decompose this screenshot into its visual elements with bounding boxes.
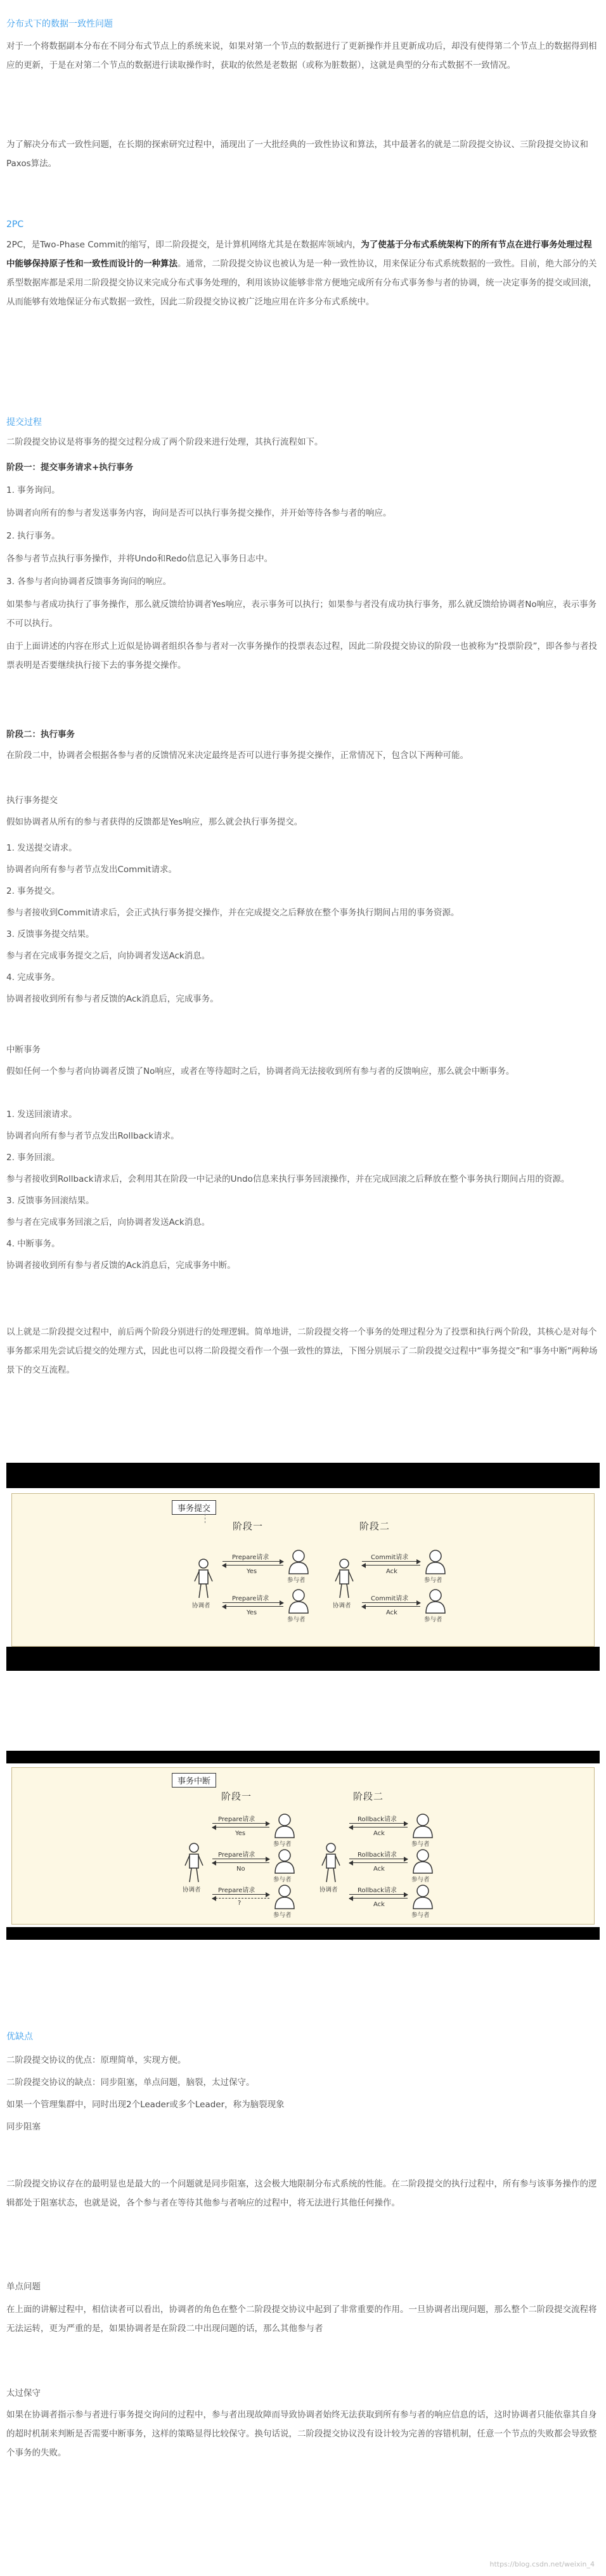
abort-title: 中断事务 xyxy=(6,1045,41,1055)
abort-step: 1. 发送回滚请求。 xyxy=(6,1109,77,1120)
stage-one-label: 阶段一 xyxy=(221,1791,252,1802)
figure-commit-panel xyxy=(11,1493,595,1647)
commit-label: Commit请求 xyxy=(371,1554,409,1561)
participant-icon xyxy=(411,1885,434,1910)
prepare-arrow xyxy=(222,1602,283,1603)
intro-paragraph-2: 为了解决分布式一致性问题，在长期的探索研究过程中，涌现出了一大批经典的一致性协议和算法，其中最著名的就是二阶段提交协议、三阶段提交协议和Paxos算法。 xyxy=(6,140,588,169)
single-title: 单点问题 xyxy=(6,2282,41,2292)
participant-label: 参与者 xyxy=(273,1876,292,1883)
prepare-label: Prepare请求 xyxy=(218,1887,255,1894)
figure-tag: 事务中断 xyxy=(172,1773,216,1788)
phase1-step: 协调者向所有的参与者发送事务内容，询问是否可以执行事务提交操作，并开始等待各参与者的响应。 xyxy=(6,508,392,518)
participant-icon xyxy=(273,1849,296,1874)
figure-bottom-bar xyxy=(6,1927,600,1940)
sync-title: 同步阻塞 xyxy=(6,2122,41,2132)
participant-icon xyxy=(424,1550,447,1575)
participant-icon xyxy=(273,1885,296,1910)
phase1-step: 由于上面讲述的内容在形式上近似是协调者组织各参与者对一次事务操作的投票表态过程，因此二阶段提交协议的阶段一也被称为“投票阶段”，即各参与者投票表明是否要继续执行接下去的事务提交操作。 xyxy=(6,641,597,670)
participant-icon xyxy=(411,1814,434,1839)
yes-arrow xyxy=(222,1565,283,1566)
participant-label: 参与者 xyxy=(424,1616,442,1623)
participant-label: 参与者 xyxy=(411,1912,430,1919)
participant-label: 参与者 xyxy=(273,1841,292,1848)
participant-icon xyxy=(287,1589,310,1614)
abort-step: 参与者接收到Rollback请求后，会利用其在阶段一中记录的Undo信息来执行事务回滚操作，并在完成回滚之后释放在整个事务执行期间占用的资源。 xyxy=(6,1174,570,1184)
phase1-step: 2. 执行事务。 xyxy=(6,531,60,541)
watermark: https://blog.csdn.net/weixin_4 xyxy=(489,2560,595,2568)
section-title-pros-cons: 优缺点 xyxy=(6,2032,33,2042)
figure-tag: 事务提交 xyxy=(172,1500,216,1515)
ack-label: Ack xyxy=(386,1568,397,1575)
participant-label: 参与者 xyxy=(411,1876,430,1883)
sync-text: 二阶段提交协议存在的最明显也是最大的一个问题就是同步阻塞，这会极大地限制分布式系统的性能。在二阶段提交的执行过程中，所有参与该事务操作的逻辑都处于阻塞状态，也就是说，各个参与者在等待其他参与者响应的过程中，将无法进行其他任何操作。 xyxy=(6,2179,597,2208)
summary-paragraph: 以上就是二阶段提交过程中，前后两个阶段分别进行的处理逻辑。简单地讲，二阶段提交将一个事务的处理过程分为了投票和执行两个阶段，其核心是对每个事务都采用先尝试后提交的处理方式，因此也可以将二阶段提交看作一个强一致性的算法，下图分别展示了二阶段提交过程中“事务提交”和“事务中断”两种场景下的交互流程。 xyxy=(6,1327,598,1375)
section-title-process: 提交过程 xyxy=(6,417,42,428)
abort-step: 4. 中断事务。 xyxy=(6,1239,60,1249)
twopc-desc-bold: 为了使基于分布式系统架构下的所有节点在进行事务处理过程中能够保持原子性和一致性而设计的一种算法 xyxy=(6,240,592,269)
participant-label: 参与者 xyxy=(273,1912,292,1919)
phase1-step: 如果参与者成功执行了事务操作，那么就反馈给协调者Yes响应，表示事务可以执行；如果参与者没有成功执行事务，那么就反馈给协调者No响应，表示事务不可以执行。 xyxy=(6,599,597,629)
commit-step: 参与者在完成事务提交之后，向协调者发送Ack消息。 xyxy=(6,951,210,961)
prepare-label: Prepare请求 xyxy=(232,1554,269,1561)
commit-step: 协调者接收到所有参与者反馈的Ack消息后，完成事务。 xyxy=(6,994,219,1004)
pros-text: 二阶段提交协议的优点：原理简单，实现方便。 xyxy=(6,2055,186,2065)
coordinator-label: 协调者 xyxy=(183,1886,201,1893)
stage-two-label: 阶段二 xyxy=(359,1520,390,1532)
figure-abort xyxy=(6,1751,600,1941)
prepare-label: Prepare请求 xyxy=(218,1852,255,1859)
abort-step: 协调者接收到所有参与者反馈的Ack消息后，完成事务中断。 xyxy=(6,1260,236,1271)
section-title-consistency: 分布式下的数据一致性问题 xyxy=(6,19,113,29)
phase1-step: 各参与者节点执行事务操作，并将Undo和Redo信息记入事务日志中。 xyxy=(6,554,273,564)
timeout-arrow xyxy=(212,1898,269,1899)
participant-label: 参与者 xyxy=(411,1841,430,1848)
no-label: No xyxy=(236,1866,245,1873)
commit-intro: 假如协调者从所有的参与者获得的反馈都是Yes响应，那么就会执行事务提交。 xyxy=(6,817,303,827)
yes-label: Yes xyxy=(247,1609,257,1616)
phase1-step: 1. 事务询问。 xyxy=(6,485,60,495)
ack-label: Ack xyxy=(373,1830,385,1837)
ack-label: Ack xyxy=(373,1901,385,1908)
timeout-label: ? xyxy=(238,1900,242,1907)
figure-commit xyxy=(6,1463,600,1672)
yes-label: Yes xyxy=(247,1568,257,1575)
twopc-desc-part-b: 。通常，二阶段提交协议也被认为是一种一致性协议，用来保证分布式系统数据的一致性。目前，绝大部分的关系型数据库都是采用二阶段提交协议来完成分布式事务处理的，利用该协议能够非常方便地完成所有分布式事务参与者的协调，统一决定事务的提交或回滚，从而能够有效地保证分布式数据一致性，因此二阶段提交协议被广泛地应用在许多分布式系统中。 xyxy=(6,259,597,307)
abort-step: 协调者向所有参与者节点发出Rollback请求。 xyxy=(6,1131,179,1141)
commit-step: 1. 发送提交请求。 xyxy=(6,843,77,853)
cons-note: 如果一个管理集群中，同时出现2个Leader或多个Leader，称为脑裂现象 xyxy=(6,2100,285,2110)
coordinator-icon xyxy=(333,1559,355,1599)
phase1-step: 3. 各参与者向协调者反馈事务询问的响应。 xyxy=(6,577,172,587)
cons-text: 二阶段提交协议的缺点：同步阻塞，单点问题，脑裂，太过保守。 xyxy=(6,2077,255,2088)
figure-abort-panel xyxy=(11,1767,595,1925)
prepare-label: Prepare请求 xyxy=(218,1816,255,1823)
abort-intro: 假如任何一个参与者向协调者反馈了No响应，或者在等待超时之后，协调者尚无法接收到所有参与者的反馈响应，那么就会中断事务。 xyxy=(6,1066,515,1076)
commit-step: 4. 完成事务。 xyxy=(6,972,60,983)
twopc-description xyxy=(6,235,600,311)
coordinator-icon xyxy=(320,1843,342,1883)
participant-icon xyxy=(287,1550,310,1575)
abort-step: 3. 反馈事务回滚结果。 xyxy=(6,1196,94,1206)
commit-arrow xyxy=(362,1561,420,1562)
prepare-arrow xyxy=(212,1823,269,1824)
prepare-arrow xyxy=(222,1561,283,1562)
commit-steps xyxy=(6,839,600,1009)
yes-label: Yes xyxy=(235,1830,246,1837)
ack-arrow xyxy=(362,1565,420,1566)
phase1-title: 阶段一：提交事务请求+执行事务 xyxy=(6,462,134,473)
phase2-title: 阶段二：执行事务 xyxy=(6,729,75,740)
figure-top-bar xyxy=(6,1463,600,1488)
coordinator-label: 协调者 xyxy=(333,1602,351,1609)
participant-icon xyxy=(411,1849,434,1874)
commit-step: 3. 反馈事务提交结果。 xyxy=(6,929,94,939)
abort-step: 参与者在完成事务回滚之后，向协调者发送Ack消息。 xyxy=(6,1217,210,1227)
process-intro: 二阶段提交协议是将事务的提交过程分成了两个阶段来进行处理，其执行流程如下。 xyxy=(6,437,323,447)
prepare-arrow xyxy=(212,1894,269,1895)
rollback-label: Rollback请求 xyxy=(358,1852,397,1859)
rollback-arrow xyxy=(349,1823,408,1824)
conservative-text: 如果在协调者指示参与者进行事务提交询问的过程中，参与者出现故障而导致协调者始终无法获取到所有参与者的响应信息的话，这时协调者只能依靠其自身的超时机制来判断是否需要中断事务，这样的策略显得比较保守。换句话说，二阶段提交协议没有设计较为完善的容错机制，任意一个节点的失败都会导致整个事务的失败。 xyxy=(6,2410,597,2458)
phase2-intro: 在阶段二中，协调者会根据各参与者的反馈情况来决定最终是否可以进行事务提交操作，正常情况下，包含以下两种可能。 xyxy=(6,750,468,761)
abort-step: 2. 事务回滚。 xyxy=(6,1153,60,1163)
ack-arrow xyxy=(349,1862,408,1863)
twopc-desc-part-a: 2PC，是Two-Phase Commit的缩写，即二阶段提交，是计算机网络尤其是在数据库领域内， xyxy=(6,240,361,250)
commit-title: 执行事务提交 xyxy=(6,795,58,806)
coordinator-label: 协调者 xyxy=(192,1602,210,1609)
coordinator-label: 协调者 xyxy=(319,1886,338,1893)
commit-step: 参与者接收到Commit请求后，会正式执行事务提交操作，并在完成提交之后释放在整个事务执行期间占用的事务资源。 xyxy=(6,908,460,918)
commit-step: 协调者向所有参与者节点发出Commit请求。 xyxy=(6,865,177,875)
section-title-2pc: 2PC xyxy=(6,219,24,230)
conservative-title: 太过保守 xyxy=(6,2388,41,2398)
yes-arrow xyxy=(222,1606,283,1607)
phase1-steps xyxy=(6,481,600,675)
rollback-label: Rollback请求 xyxy=(358,1816,397,1823)
participant-label: 参与者 xyxy=(287,1577,306,1584)
commit-label: Commit请求 xyxy=(371,1595,409,1602)
rollback-label: Rollback请求 xyxy=(358,1887,397,1894)
participant-label: 参与者 xyxy=(424,1577,442,1584)
ack-label: Ack xyxy=(386,1609,397,1616)
ack-arrow xyxy=(349,1898,408,1899)
rollback-arrow xyxy=(349,1894,408,1895)
ack-arrow xyxy=(362,1606,420,1607)
figure-top-bar xyxy=(6,1751,600,1763)
stage-one-label: 阶段一 xyxy=(233,1520,264,1532)
coordinator-icon xyxy=(193,1559,214,1599)
stage-two-label: 阶段二 xyxy=(353,1791,384,1802)
ack-label: Ack xyxy=(373,1866,385,1873)
prepare-label: Prepare请求 xyxy=(232,1595,269,1602)
no-arrow xyxy=(212,1862,269,1863)
figure-bottom-bar xyxy=(6,1647,600,1671)
abort-steps xyxy=(6,1105,600,1275)
participant-icon xyxy=(273,1814,296,1839)
participant-label: 参与者 xyxy=(287,1616,306,1623)
intro-paragraph-1: 对于一个将数据副本分布在不同分布式节点上的系统来说，如果对第一个节点的数据进行了更新操作并且更新成功后，却没有使得第二个节点上的数据得到相应的更新，于是在对第二个节点的数据进行读取操作时，获取的依然是老数据（或称为脏数据），这就是典型的分布式数据不一致情况。 xyxy=(6,41,597,70)
commit-step: 2. 事务提交。 xyxy=(6,886,60,896)
participant-icon xyxy=(424,1589,447,1614)
single-text: 在上面的讲解过程中，相信读者可以看出，协调者的角色在整个二阶段提交协议中起到了非常重要的作用。一旦协调者出现问题，那么整个二阶段提交流程将无法运转，更为严重的是，如果协调者是在阶段二中出现问题的话，那么其他参与者 xyxy=(6,2305,597,2334)
commit-arrow xyxy=(362,1602,420,1603)
coordinator-icon xyxy=(183,1843,205,1883)
